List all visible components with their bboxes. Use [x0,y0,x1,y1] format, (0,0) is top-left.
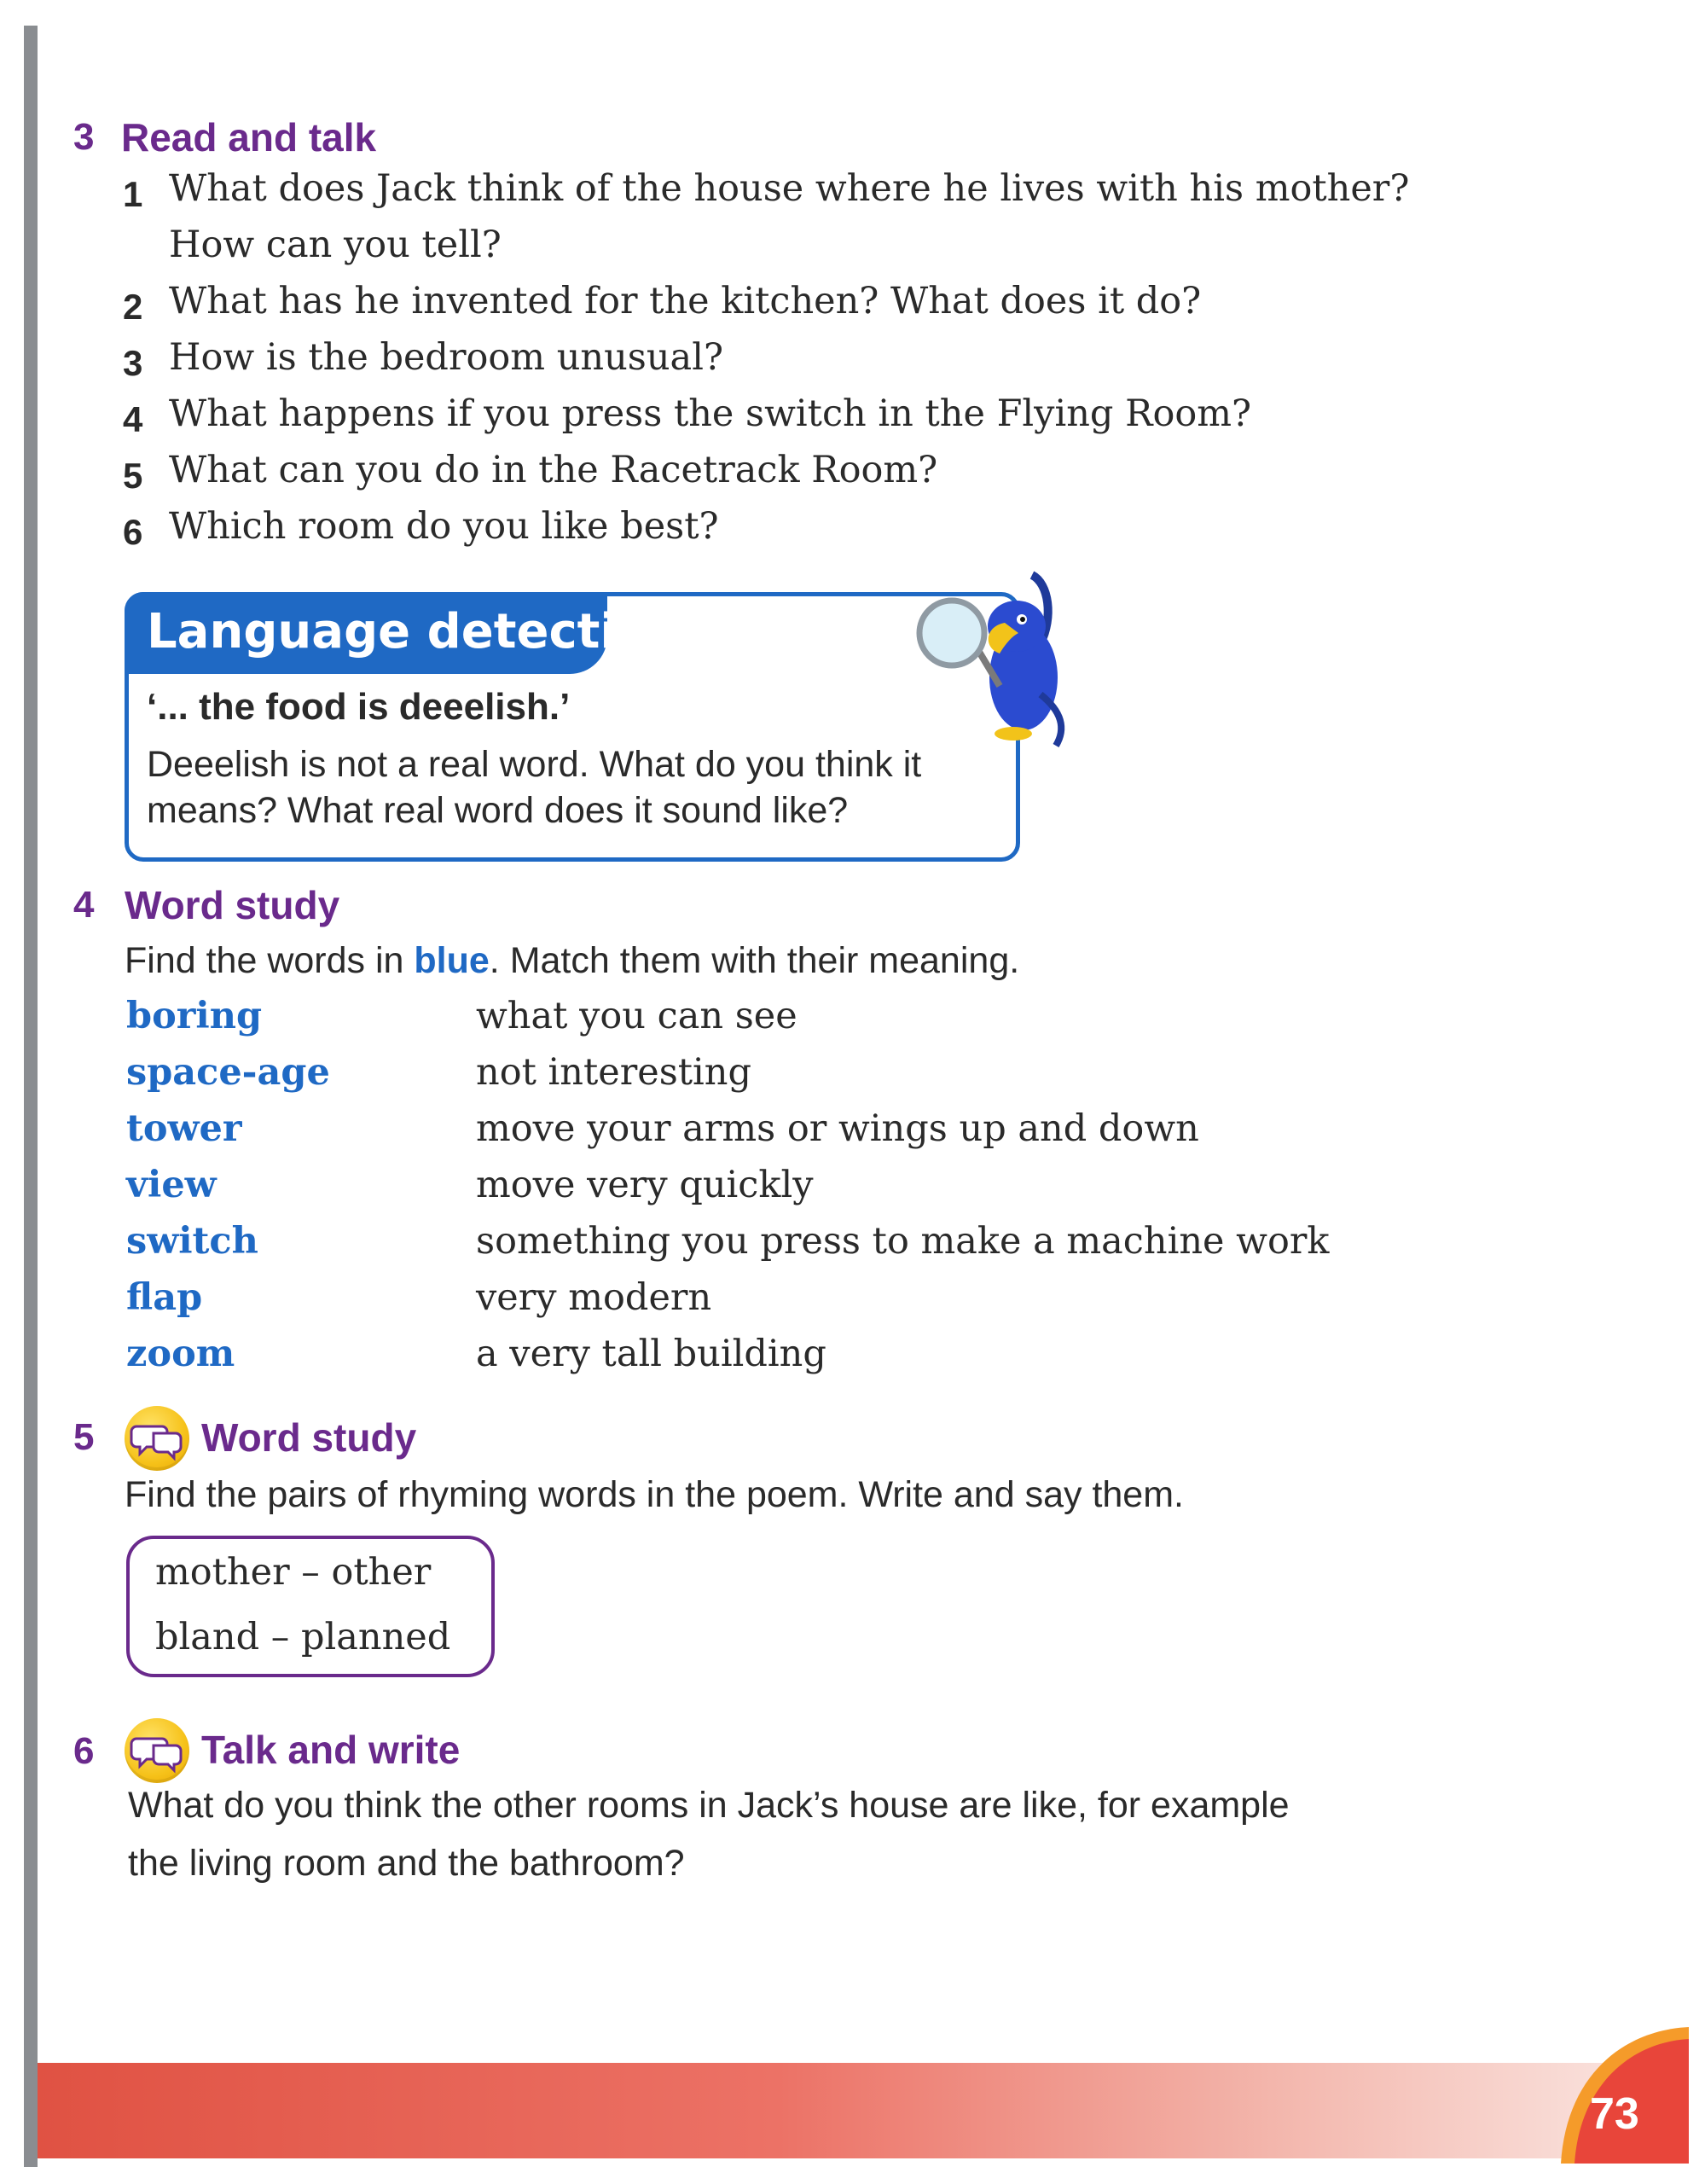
page-number: 73 [1590,2089,1639,2139]
question-number: 4 [123,399,143,439]
language-detective-title: Language detective [147,604,681,659]
footer-band [38,2063,1684,2158]
section-instruction: Find the pairs of rhyming words in the poem. Write and say them. [125,1474,1184,1515]
language-detective-text: Deeelish is not a real word. What do you think it [147,744,922,785]
question-text: How is the bedroom unusual? [169,336,723,379]
question-number: 1 [123,174,143,214]
question-number: 3 [123,343,143,383]
question-text: What can you do in the Racetrack Room? [169,449,938,491]
question-text: How can you tell? [169,224,502,266]
instruction-text: Find the words in [125,940,415,981]
rhyme-pair: mother – other [155,1551,432,1594]
vocab-meaning: move your arms or wings up and down [476,1107,1199,1150]
vocab-meaning: very modern [476,1276,712,1319]
vocab-word: space-age [126,1051,330,1094]
vocab-word: flap [126,1276,203,1319]
question-text: What does Jack think of the house where he lives with his mother? [169,167,1410,210]
vocab-meaning: something you press to make a machine work [476,1220,1330,1263]
section-title: Word study [125,883,340,927]
book-spine [24,26,38,2167]
question-number: 6 [123,512,143,552]
rhyme-pair: bland – planned [155,1616,451,1658]
language-detective-quote: ‘... the food is deeelish.’ [147,686,571,728]
parrot-detective-icon [904,566,1075,754]
language-detective-text: means? What real word does it sound like? [147,790,849,831]
instruction-text: . Match them with their meaning. [489,940,1020,981]
section-instruction: the living room and the bathroom? [128,1843,685,1884]
vocab-meaning: not interesting [476,1051,752,1094]
section-number: 4 [73,884,95,926]
section-instruction: What do you think the other rooms in Jack’s house are like, for example [128,1785,1290,1826]
section-instruction [125,940,1019,982]
vocab-meaning: a very tall building [476,1333,826,1375]
vocab-meaning: what you can see [476,995,797,1037]
section-number: 3 [73,116,95,158]
section-number: 6 [73,1730,95,1772]
speech-bubbles-icon [125,1406,189,1471]
vocab-word: tower [126,1107,242,1150]
vocab-meaning: move very quickly [476,1164,814,1206]
section-title: Read and talk [121,115,377,160]
question-text: What happens if you press the switch in the Flying Room? [169,392,1252,435]
vocab-word: boring [126,995,263,1037]
speech-bubbles-icon [125,1718,189,1783]
speech-bubbles-icon [125,1718,189,1783]
question-number: 5 [123,456,143,496]
section-title: Talk and write [201,1728,461,1772]
section-number: 5 [73,1416,95,1458]
question-text: Which room do you like best? [169,505,719,548]
vocab-word: zoom [126,1333,235,1375]
vocab-word: view [126,1164,217,1206]
vocab-word: switch [126,1220,258,1263]
section-title: Word study [201,1415,417,1460]
question-text: What has he invented for the kitchen? What does it do? [169,280,1202,322]
instruction-highlight: blue [414,940,490,981]
speech-bubbles-icon [125,1406,189,1471]
question-number: 2 [123,287,143,327]
